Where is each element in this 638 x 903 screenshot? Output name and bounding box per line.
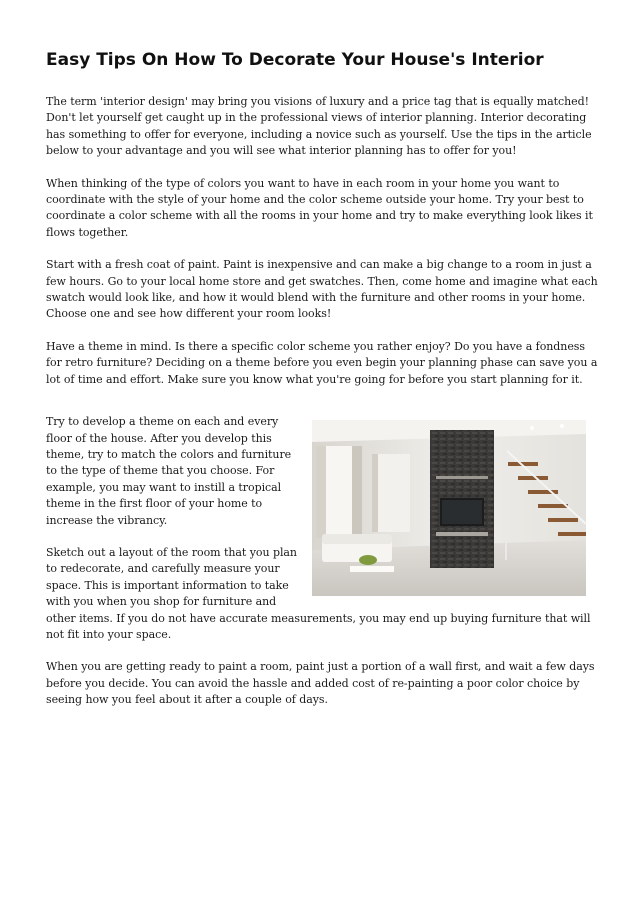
paragraph-5: Try to develop a theme on each and every floor of the house. After you develop this theme, try to match the colors and furniture to the type of theme that you choose. For example, you may want to instill a tropical theme in the first floor of your home to increase the vibrancy. <box>46 415 292 527</box>
spacer <box>46 404 598 414</box>
paragraph-4: Have a theme in mind. Is there a specific color scheme you rather enjoy? Do you have a fondness for retro furniture? Deciding on a theme before you even begin your planning phase can save you a lot of time and effort. Make sure you know what you're going for before you start planning for it. <box>46 339 598 386</box>
paragraph-2: When thinking of the type of colors you want to have in each room in your home you want to coordinate with the style of your home and the color scheme outside your home. Try your best to coordinate a color scheme with all the rooms in your home and try to make everything look likes it flows together. <box>46 176 593 239</box>
interior-room-illustration <box>312 420 586 596</box>
paragraph-1: The term 'interior design' may bring you visions of luxury and a price tag that is equally matched! Don't let yourself get caught up in the professional views of interior planning. Interior decorating has something to offer for everyone, including a novice such as yourself. Use the tips in the article below to your advantage and you will see what interior planning has to offer for you! <box>46 95 592 158</box>
paragraph-7: When you are getting ready to paint a room, paint just a portion of a wall first, and wait a few days before you decide. You can avoid the hassle and added cost of re-painting a poor color choice by seeing how you feel about it after a couple of days. <box>46 660 595 707</box>
paragraph-6: Sketch out a layout of the room that you plan to redecorate, and carefully measure your space. This is important information to take with you when you shop for furniture and other items. If you do not have accurate measurements, you may end up buying furniture that will not fit into your space. <box>46 545 591 641</box>
interior-room-image <box>312 420 586 596</box>
page-title: Easy Tips On How To Decorate Your House's Interior <box>46 50 544 70</box>
paragraph-3: Start with a fresh coat of paint. Paint is inexpensive and can make a big change to a room in just a few hours. Go to your local home store and get swatches. Then, come home and imagine what each swatch would look like, and how it would blend with the furniture and other rooms in your home. Choose one and see how different your room looks! <box>46 258 598 321</box>
document-page <box>46 48 598 725</box>
